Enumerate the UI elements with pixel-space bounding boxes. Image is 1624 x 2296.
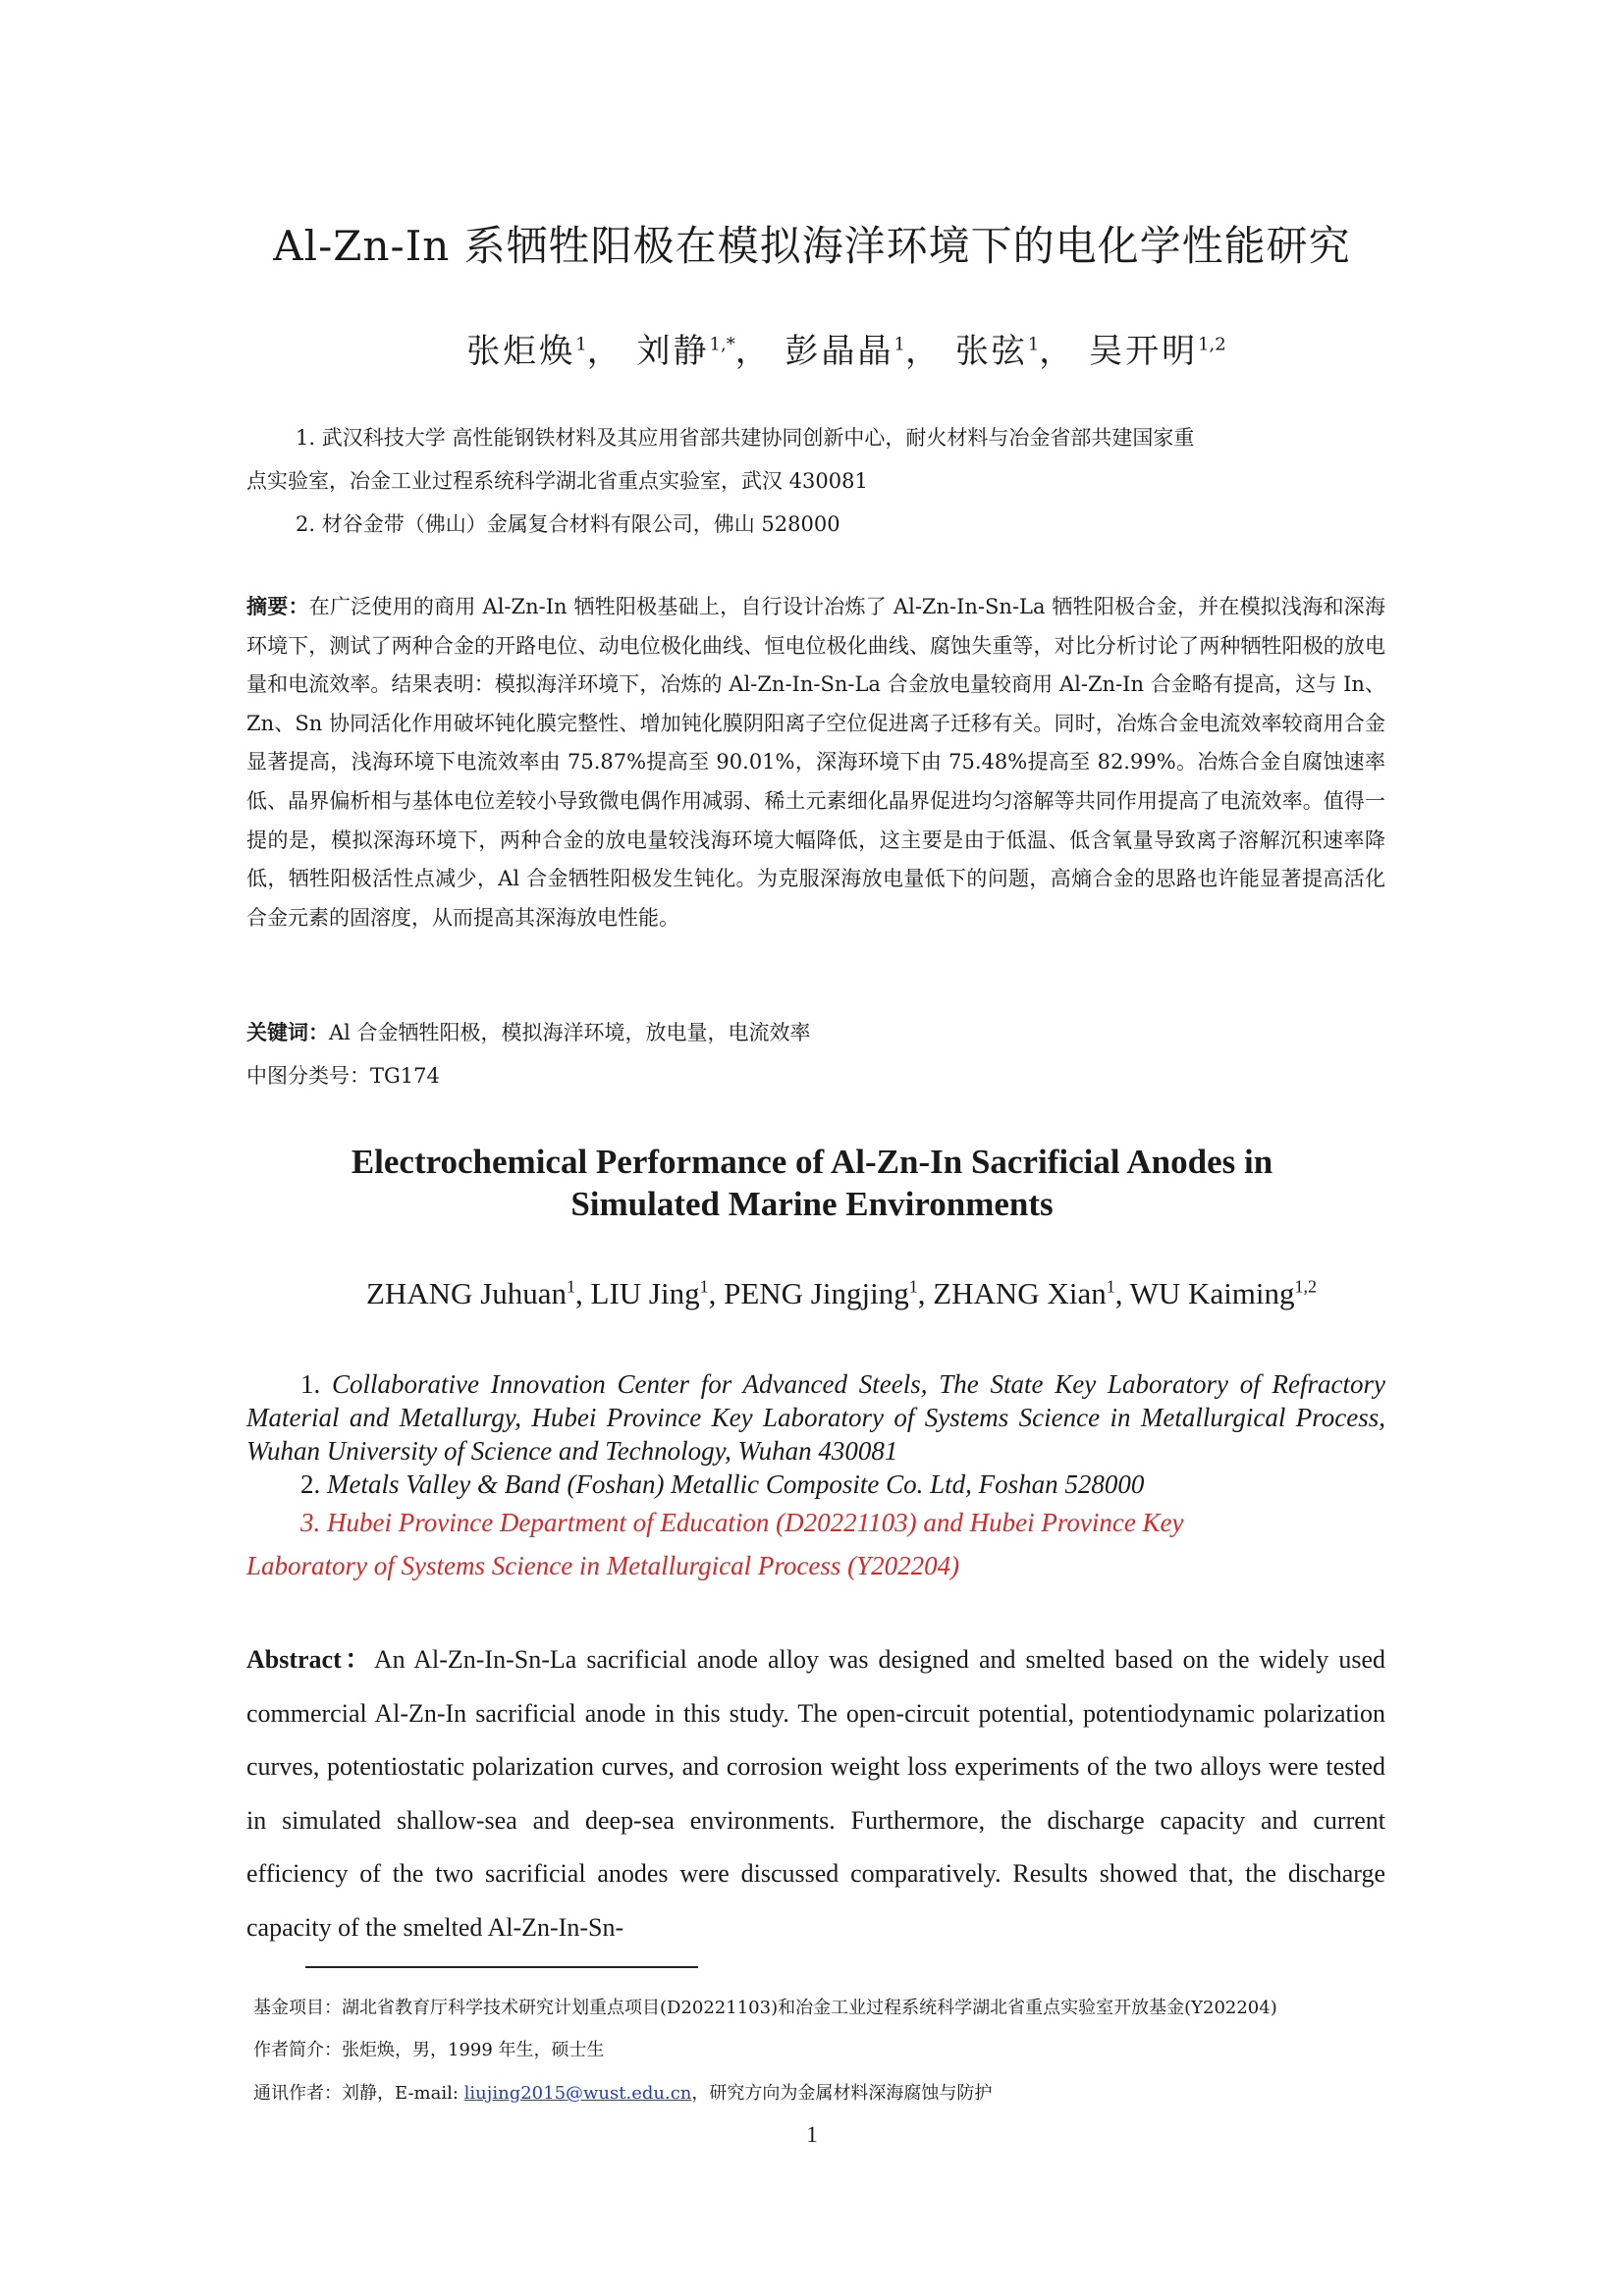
keywords-cn <box>246 1013 1385 1052</box>
affiliation-en-3-line-1: 3. Hubei Province Department of Education (D20221103) and Hubei Province Key <box>300 1508 1184 1537</box>
title-en-line-1: Electrochemical Performance of Al-Zn-In Sacrificial Anodes in <box>351 1143 1273 1181</box>
footnote-correspondence <box>253 2079 1432 2109</box>
author-sep: , <box>917 1276 934 1310</box>
author-sep: , <box>575 1276 591 1310</box>
affiliation-cn-1-cont: 点实验室，冶金工业过程系统科学湖北省重点实验室，武汉 430081 <box>246 469 868 493</box>
page-number: 1 <box>806 2122 818 2147</box>
affiliations-cn <box>246 416 1385 546</box>
abstract-cn-text: 在广泛使用的商用 Al-Zn-In 牺牲阳极基础上，自行设计冶炼了 Al-Zn-In-Sn-La 牺牲阳极合金，并在模拟浅海和深海环境下，测试了两种合金的开路电位、动电位极化曲线、恒电位极化曲线、腐蚀失重等，对比分析讨论了两种牺牲阳极的放电量和电流效率。结果表明：模拟海洋环境下，冶炼的 Al-Zn-In-Sn-La 合金放电量较商用 Al-Zn-In 合金略有提高，这与 In、Zn、Sn 协同活化作用破坏钝化膜完整性、增加钝化膜阴阳离子空位促进离子迁移有关。同时，冶炼合金电流效率较商用合金显著提高，浅海环境下电流效率由 75.87%提高至 90.01%，深海环境下由 75.48%提高至 82.99%。冶炼合金自腐蚀速率低、晶界偏析相与基体电位差较小导致微电偶作用减弱、稀土元素细化晶界促进均匀溶解等共同作用提高了电流效率。值得一提的是，模拟深海环境下，两种合金的放电量较浅海环境大幅降低，这主要是由于低温、低含氧量导致离子溶解沉积速率降低，牺牲阳极活性点减少，Al 合金牺牲阳极发生钝化。为克服深海放电量低下的问题，高熵合金的思路也许能显著提高活化合金元素的固溶度，从而提高其深海放电性能。 <box>246 595 1385 930</box>
keywords-cn-text: Al 合金牺牲阳极，模拟海洋环境，放电量，电流效率 <box>329 1021 811 1044</box>
affiliation-en-2-num: 2. <box>300 1469 321 1499</box>
author-sep: ， <box>734 332 772 371</box>
clc-value: TG174 <box>370 1064 440 1088</box>
author-cn-sup: 1 <box>893 334 905 355</box>
clc-label: 中图分类号： <box>246 1064 370 1088</box>
abstract-cn <box>246 587 1385 937</box>
author-cn-sup: 1,* <box>709 334 735 355</box>
author-cn: 张炬焕 <box>466 332 576 371</box>
author-en-sup: 1,2 <box>1294 1276 1318 1297</box>
affiliation-en-3-line-2: Laboratory of Systems Science in Metallurgical Process (Y202204) <box>246 1551 960 1580</box>
affiliation-en-1-num: 1. <box>300 1369 321 1399</box>
footnote-fund: 基金项目：湖北省教育厅科学技术研究计划重点项目(D20221103)和冶金工业过程系统科学湖北省重点实验室开放基金(Y202204) <box>253 1998 1277 2018</box>
author-en: LIU Jing <box>590 1276 700 1310</box>
title-en <box>0 1141 1624 1225</box>
author-sep: , <box>708 1276 725 1310</box>
affiliation-en-2 <box>246 1468 1439 1501</box>
affiliation-cn-2: 2. 材谷金带（佛山）金属复合材料有限公司，佛山 528000 <box>296 512 840 536</box>
keywords-cn-label: 关键词： <box>246 1020 329 1044</box>
corr-email-link[interactable]: liujing2015@wust.edu.cn <box>463 2083 692 2104</box>
author-cn-sup: 1 <box>1027 334 1040 355</box>
authors-en <box>0 1276 1624 1311</box>
authors-cn <box>0 324 1624 372</box>
title-cn: Al-Zn-In 系牺牲阳极在模拟海洋环境下的电化学性能研究 <box>273 222 1351 270</box>
author-en: PENG Jingjing <box>724 1276 909 1310</box>
author-cn-sup: 1 <box>575 334 587 355</box>
author-cn: 张弦 <box>954 332 1028 371</box>
title-en-line-2: Simulated Marine Environments <box>570 1185 1054 1223</box>
author-sep: ， <box>1039 332 1076 371</box>
author-cn: 彭晶晶 <box>785 332 894 371</box>
affiliation-en-1 <box>246 1367 1385 1468</box>
affiliation-en-2-text: Metals Valley & Band (Foshan) Metallic Composite Co. Ltd, Foshan 528000 <box>327 1469 1145 1499</box>
author-sep: ， <box>905 332 942 371</box>
author-en: ZHANG Juhuan <box>365 1276 568 1310</box>
author-en-sup: 1 <box>908 1276 918 1297</box>
author-cn-sup: 1,2 <box>1198 334 1226 355</box>
author-en-sup: 1 <box>567 1276 576 1297</box>
author-cn: 吴开明 <box>1089 332 1199 371</box>
abstract-cn-label: 摘要： <box>246 594 309 618</box>
abstract-en <box>246 1633 1385 1955</box>
footnote-divider <box>305 1966 698 1968</box>
affiliation-en-1-text: Collaborative Innovation Center for Advanced Steels, The State Key Laboratory of Refractory Material and Metallurgy, Hubei Province Key Laboratory of Systems Science in Metallurgical Process, Wuhan University of Science and Technology, Wuhan 430081 <box>246 1369 1385 1466</box>
affiliation-cn-1: 1. 武汉科技大学 高性能钢铁材料及其应用省部共建协同创新中心，耐火材料与冶金省部共建国家重 <box>296 426 1195 450</box>
abstract-en-label: Abstract： <box>246 1645 374 1674</box>
author-sep: ， <box>586 332 623 371</box>
author-sep: , <box>1114 1276 1130 1310</box>
author-cn: 刘静 <box>636 332 710 371</box>
abstract-en-text: An Al-Zn-In-Sn-La sacrificial anode alloy was designed and smelted based on the widely used commercial Al-Zn-In sacrificial anode in this study. The open-circuit potential, potentiodynamic polarization curves, potentiostatic polarization curves, and corrosion weight loss experiments of the two alloys were tested in simulated shallow-sea and deep-sea environments. Furthermore, the discharge capacity and current efficiency of the two sacrificial anodes were discussed comparatively. Results showed that, the discharge capacity of the smelted Al-Zn-In-Sn- <box>246 1645 1385 1942</box>
corr-suffix: ，研究方向为金属材料深海腐蚀与防护 <box>691 2083 993 2104</box>
footnote-author-bio: 作者简介：张炬焕，男，1999 年生，硕士生 <box>253 2040 605 2060</box>
author-en-sup: 1 <box>1106 1276 1115 1297</box>
author-en: WU Kaiming <box>1129 1276 1295 1310</box>
author-en-sup: 1 <box>699 1276 709 1297</box>
corr-prefix: 通讯作者：刘静，E-mail: <box>253 2083 464 2104</box>
clc-number <box>246 1056 1385 1095</box>
author-en: ZHANG Xian <box>933 1276 1107 1310</box>
